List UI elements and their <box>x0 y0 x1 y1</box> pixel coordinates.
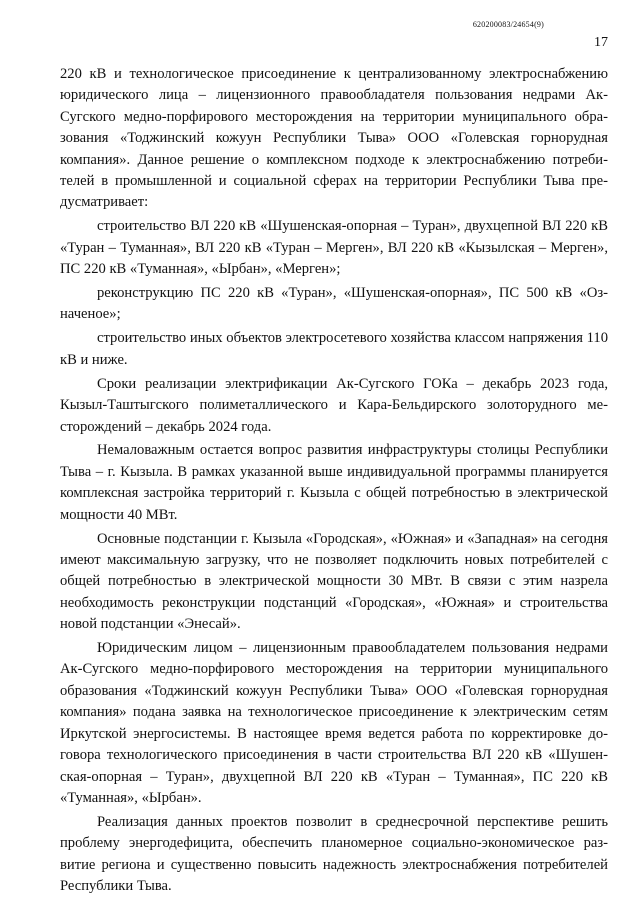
paragraph-substations: Основные подстанции г. Кызыла «Городская», «Южная» и «Западная» на сегодня имеют максимальную загрузку, что не позволяет подключить новых потребителей с общей потребностью в электрической мощности 30 МВт. В связи с этим назрела необходимость реконструкции подстанций «Городская», «Южная» и строительства новой подстанции «Энесай». <box>60 530 608 633</box>
document-id: 620200083/24654(9) <box>472 20 544 29</box>
paragraph-continuation: 220 кВ и технологическое присоединение к централизованному электроснабжению юридического лица – лицензионного правообладателя пользования недрами Ак-Сугского медно-порфирового месторождения на территории муниципального образования «Тоджинский кожуун Республики Тыва» ООО «Голевская горнорудная компания». Данное решение о комплексном подходе к электроснабжению потребителей в промышленной и социальной сферах на территории Республики Тыва предусматривает: <box>60 66 608 211</box>
paragraph-deadlines: Сроки реализации электрификации Ак-Сугского ГОКа – декабрь 2023 года, Кызыл-Таштыгского полиметаллического и Кара-Бельдирского золоторудного месторождений – декабрь 2024 года. <box>60 375 608 435</box>
document-body <box>60 64 608 900</box>
paragraph-conclusion: Реализация данных проектов позволит в среднесрочной перспективе решить проблему энергодефицита, обеспечить планомерное социально-экономическое развитие региона и существенно повысить надежность электроснабжения потребителей Республики Тыва. <box>60 813 608 895</box>
paragraph-list-item-other-objects: строительство иных объектов электросетевого хозяйства классом напряжения 110 кВ и ниже. <box>60 330 608 368</box>
page-number: 17 <box>594 35 608 50</box>
paragraph-list-item-construction: строительство ВЛ 220 кВ «Шушенская-опорная – Туран», двухцепной ВЛ 220 кВ «Туран – Туманная», ВЛ 220 кВ «Туран – Мерген», ВЛ 220 кВ «Кызылская – Мерген», ПС 220 кВ «Туманная», «Ырбан», «Мерген»; <box>60 218 608 278</box>
paragraph-grid-connection: Юридическим лицом – лицензионным правообладателем пользования недрами Ак-Сугского медно-порфирового месторождения на территории муниципального образования «Тоджинский кожуун Республики Тыва» ООО «Голевская горнорудная компания» подана заявка на технологическое присоединение к электрическим сетям Иркутской энергосистемы. В настоящее время ведется работа по корректировке договора технологического присоединения в части строительства ВЛ 220 кВ «Шушенская-опорная – Туран», двухцепной ВЛ 220 кВ «Туран – Туманная», ПС 220 кВ «Туманная», «Ырбан». <box>60 640 608 806</box>
paragraph-kyzyl-infrastructure: Немаловажным остается вопрос развития инфраструктуры столицы Республики Тыва – г. Кызыла. В рамках указанной выше индивидуальной программы планируется комплексная застройка территорий г. Кызыла с общей потребностью в электрической мощности 40 МВт. <box>60 442 608 523</box>
paragraph-list-item-reconstruction: реконструкцию ПС 220 кВ «Туран», «Шушенская-опорная», ПС 500 кВ «Означеное»; <box>60 285 608 323</box>
